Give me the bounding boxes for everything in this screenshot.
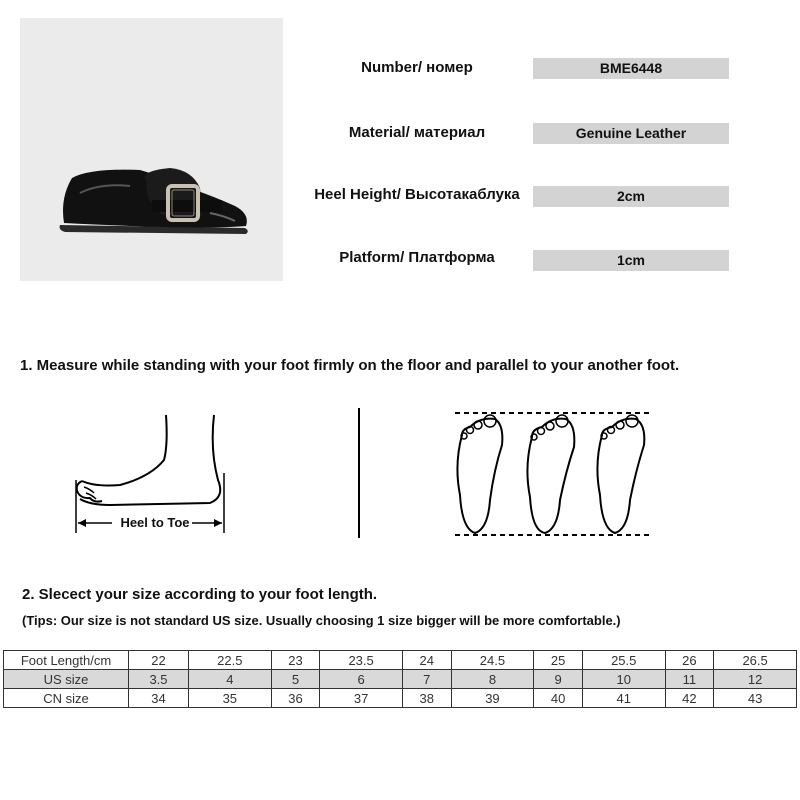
row-label: Foot Length/cm (4, 651, 129, 670)
table-cell: 36 (271, 689, 320, 708)
divider (358, 408, 360, 538)
table-cell: 39 (451, 689, 534, 708)
table-cell: 25 (534, 651, 583, 670)
measure-label: Heel to Toe (120, 515, 190, 530)
spec-value-number: BME6448 (533, 58, 729, 79)
spec-label-number: Number/ номер (361, 59, 473, 76)
table-cell: 12 (714, 670, 797, 689)
shoe-image (20, 18, 283, 281)
table-cell: 7 (402, 670, 451, 689)
spec-value-material: Genuine Leather (533, 123, 729, 144)
table-cell: 22.5 (188, 651, 271, 670)
table-cell: 35 (188, 689, 271, 708)
table-cell: 5 (271, 670, 320, 689)
table-cell: 42 (665, 689, 714, 708)
table-cell: 41 (582, 689, 665, 708)
table-cell: 24 (402, 651, 451, 670)
table-row-us-size (4, 670, 797, 689)
table-row-foot-length (4, 651, 797, 670)
table-cell: 9 (534, 670, 583, 689)
table-cell: 3.5 (129, 670, 189, 689)
table-cell: 10 (582, 670, 665, 689)
table-cell: 23.5 (320, 651, 403, 670)
step-2-instruction: 2. Slecect your size according to your foot length. (22, 586, 378, 603)
table-cell: 8 (451, 670, 534, 689)
table-cell: 23 (271, 651, 320, 670)
table-cell: 26 (665, 651, 714, 670)
table-cell: 43 (714, 689, 797, 708)
table-cell: 22 (129, 651, 189, 670)
table-cell: 24.5 (451, 651, 534, 670)
table-cell: 6 (320, 670, 403, 689)
table-cell: 4 (188, 670, 271, 689)
spec-value-heel-height: 2cm (533, 186, 729, 207)
step-1-instruction: 1. Measure while standing with your foot firmly on the floor and parallel to your another foot. (20, 357, 680, 374)
size-table (3, 650, 797, 708)
table-cell: 26.5 (714, 651, 797, 670)
table-cell: 11 (665, 670, 714, 689)
table-cell: 37 (320, 689, 403, 708)
table-cell: 38 (402, 689, 451, 708)
table-cell: 40 (534, 689, 583, 708)
spec-label-heel-height: Heel Height/ Высотакаблука (314, 186, 520, 203)
row-label: CN size (4, 689, 129, 708)
table-cell: 34 (129, 689, 189, 708)
spec-label-material: Material/ материал (348, 124, 486, 141)
product-photo (20, 18, 283, 281)
spec-value-platform: 1cm (533, 250, 729, 271)
row-label: US size (4, 670, 129, 689)
table-row-cn-size (4, 689, 797, 708)
table-cell: 25.5 (582, 651, 665, 670)
feet-top-illustration (440, 405, 660, 545)
size-tips: (Tips: Our size is not standard US size. Usually choosing 1 size bigger will be more comfortable.) (22, 613, 621, 628)
spec-label-platform: Platform/ Платформа (339, 249, 495, 266)
